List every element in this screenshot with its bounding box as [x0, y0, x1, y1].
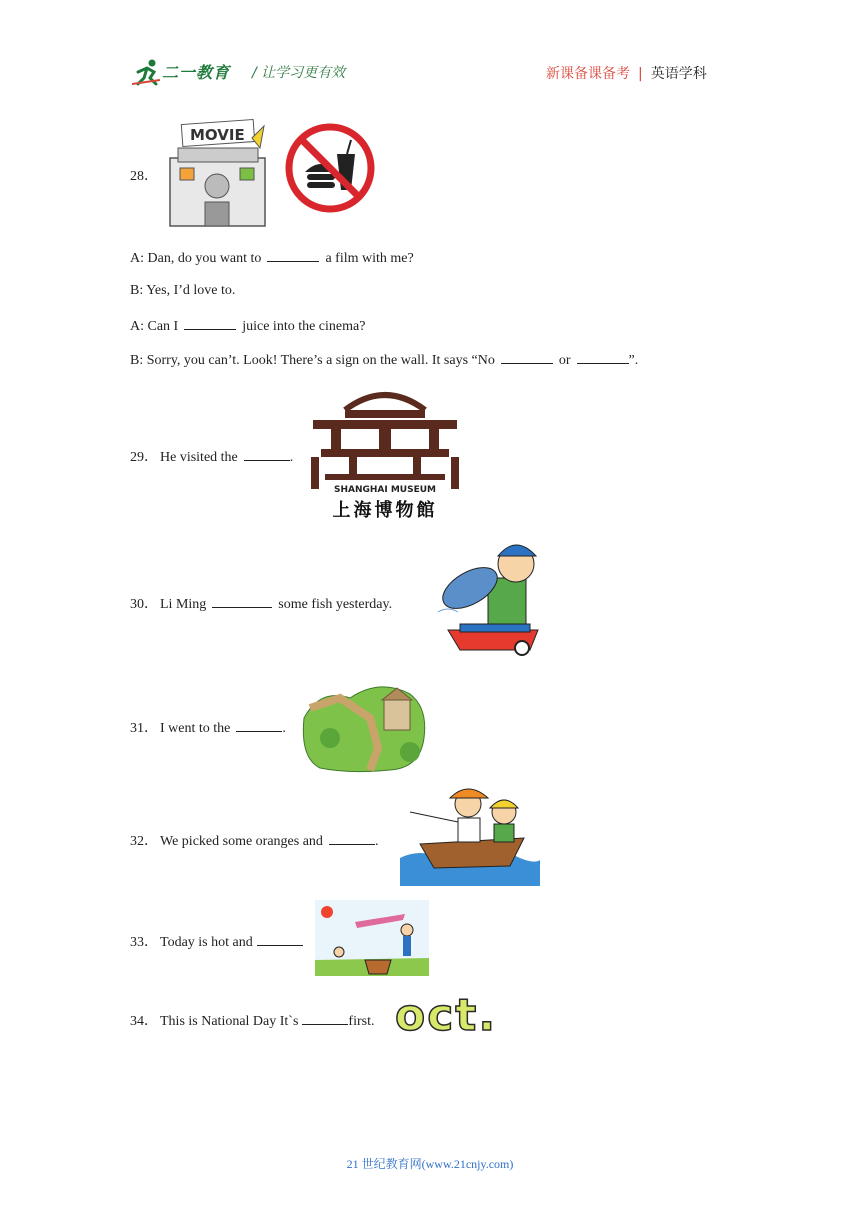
header-course-label: 新课备课备考 [546, 66, 630, 82]
q28-line-4-end: ”. [628, 353, 639, 368]
site-logo [132, 58, 250, 88]
page-footer: 21 世纪教育网(www.21cnjy.com) [346, 1157, 514, 1171]
q28-number: 28． [130, 169, 158, 184]
answer-blank[interactable] [329, 832, 375, 845]
oct-word-image [393, 990, 508, 1038]
q34-line [130, 1010, 374, 1030]
q28-line-3-text: A: Can I [130, 319, 179, 334]
answer-blank[interactable] [302, 1012, 348, 1025]
q31-end: . [282, 721, 286, 736]
q34-text: This is National Day It`s [160, 1014, 299, 1029]
great-wall-image [300, 678, 428, 774]
logo-text: 二一教育 [162, 63, 231, 82]
q30-text: Li Ming [160, 597, 207, 612]
answer-blank[interactable] [501, 351, 553, 364]
header-subject [546, 63, 707, 83]
answer-blank[interactable] [184, 317, 236, 330]
no-food-drink-sign [285, 122, 375, 214]
q28-line-1-text-end: a film with me? [325, 251, 414, 266]
q28-line-3-text-end: juice into the cinema? [242, 319, 366, 334]
museum-name-cn: 上海博物館 [332, 500, 438, 521]
q28-line-4 [130, 351, 638, 369]
q28-line-4-or: or [558, 353, 571, 368]
q34-text-end: first. [348, 1014, 375, 1029]
slogan: / 让学习更有效 [252, 65, 346, 81]
q30-line [130, 593, 392, 613]
museum-name-en: SHANGHAI MUSEUM [333, 485, 437, 495]
q30-text-end: some fish yesterday. [278, 597, 393, 612]
q33-number: 33． [130, 935, 158, 950]
header-subject-label: 英语学科 [650, 66, 707, 82]
q32-text: We picked some oranges and [160, 834, 323, 849]
answer-blank[interactable] [257, 933, 303, 946]
answer-blank[interactable] [577, 351, 629, 364]
q33-text: Today is hot and [160, 935, 253, 950]
q28-line-4-text: B: Sorry, you can’t. Look! There’s a sign on the wall. It says “No [130, 353, 495, 368]
answer-blank[interactable] [236, 719, 282, 732]
q28-line-1-text: A: Dan, do you want to [130, 251, 262, 266]
movie-sign-text: MOVIE [190, 126, 245, 144]
q29-text: He visited the [160, 450, 238, 465]
fishing-boy-image [430, 538, 548, 662]
hot-day-image [315, 900, 429, 976]
q28-line-3 [130, 317, 365, 335]
q29-line [130, 446, 293, 466]
q34-number: 34． [130, 1014, 158, 1029]
q32-number: 32． [130, 834, 158, 849]
q29-end: . [289, 450, 294, 465]
runner-icon [132, 58, 162, 86]
oct-word-text: oct. [395, 990, 498, 1038]
q31-text: I went to the [160, 721, 231, 736]
q32-end: . [374, 834, 379, 849]
answer-blank[interactable] [267, 249, 319, 262]
header-separator: | [638, 66, 643, 82]
q33-line [130, 931, 309, 951]
q32-line [130, 830, 378, 850]
answer-blank[interactable] [212, 595, 272, 608]
q28-line-2: B: Yes, I’d love to. [130, 283, 236, 298]
q28-line-1 [130, 249, 414, 267]
q29-number: 29． [130, 450, 158, 465]
q31-line [130, 717, 286, 737]
cinema-image [160, 118, 275, 230]
fishing-boat-image [400, 782, 540, 886]
shanghai-museum-logo [305, 386, 465, 522]
q30-number: 30． [130, 597, 158, 612]
answer-blank[interactable] [244, 448, 290, 461]
q31-number: 31． [130, 721, 158, 736]
